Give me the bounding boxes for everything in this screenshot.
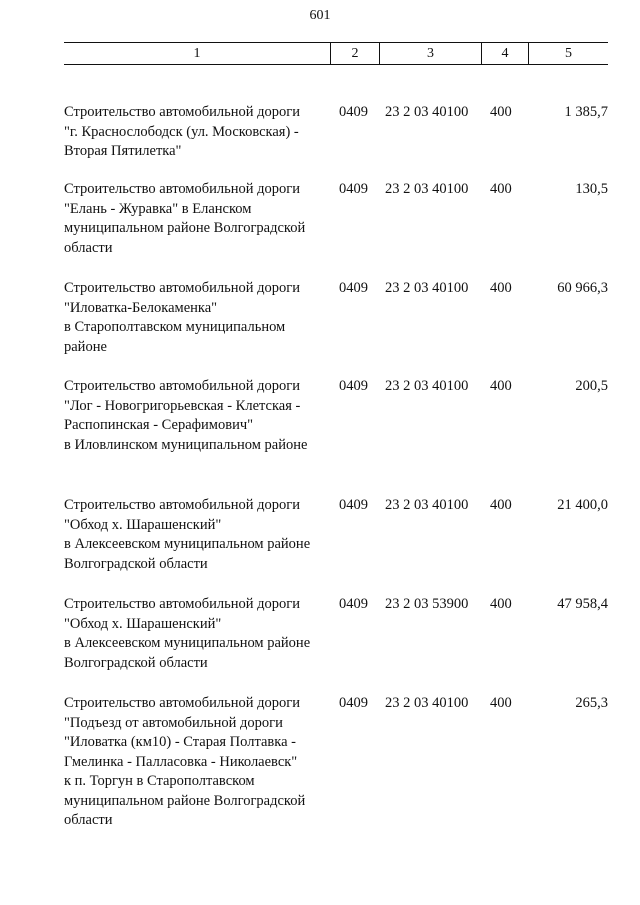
row-amount: 60 966,3 xyxy=(557,280,608,296)
row-description: Строительство автомобильной дороги "г. Краснослободск (ул. Московская) - Вторая Пятилетка" xyxy=(64,104,300,159)
row-description: Строительство автомобильной дороги "Елань - Журавка" в Еланском муниципальном районе Волгоградской области xyxy=(64,181,306,256)
row-target-article: 23 2 03 40100 xyxy=(385,695,469,711)
row-target-article: 23 2 03 40100 xyxy=(385,378,469,394)
row-section-code: 0409 xyxy=(339,497,368,513)
row-description: Строительство автомобильной дороги "Подъезд от автомобильной дороги "Иловатка (км10) - Старая Полтавка - Гмелинка - Палласовка - Николаевск" к п. Торгун в Старополтавском муниципальном районе Волгоградской области xyxy=(64,695,306,828)
header-col-2: 2 xyxy=(330,43,379,64)
row-expense-type: 400 xyxy=(490,596,512,612)
row-target-article: 23 2 03 40100 xyxy=(385,497,469,513)
row-section-code: 0409 xyxy=(339,104,368,120)
row-amount: 265,3 xyxy=(575,695,608,711)
header-col-4: 4 xyxy=(481,43,528,64)
row-description: Строительство автомобильной дороги "Обход х. Шарашенский" в Алексеевском муниципальном районе Волгоградской области xyxy=(64,596,311,671)
row-section-code: 0409 xyxy=(339,280,368,296)
row-expense-type: 400 xyxy=(490,181,512,197)
row-expense-type: 400 xyxy=(490,497,512,513)
row-target-article: 23 2 03 40100 xyxy=(385,280,469,296)
row-description: Строительство автомобильной дороги "Лог - Новогригорьевская - Клетская - Распопинская - Серафимович" в Иловлинском муниципальном районе xyxy=(64,378,308,453)
header-col-1: 1 xyxy=(193,46,201,61)
row-amount: 130,5 xyxy=(575,181,608,197)
row-description: Строительство автомобильной дороги "Обход х. Шарашенский" в Алексеевском муниципальном районе Волгоградской области xyxy=(64,497,311,572)
row-section-code: 0409 xyxy=(339,378,368,394)
row-expense-type: 400 xyxy=(490,695,512,711)
row-target-article: 23 2 03 53900 xyxy=(385,596,469,612)
header-col-5: 5 xyxy=(528,43,608,64)
row-target-article: 23 2 03 40100 xyxy=(385,104,469,120)
row-expense-type: 400 xyxy=(490,378,512,394)
page-number: 601 xyxy=(309,8,331,23)
row-section-code: 0409 xyxy=(339,181,368,197)
row-amount: 21 400,0 xyxy=(557,497,608,513)
row-target-article: 23 2 03 40100 xyxy=(385,181,469,197)
row-description: Строительство автомобильной дороги "Иловатка-Белокаменка" в Старополтавском муниципальном районе xyxy=(64,280,300,355)
row-amount: 1 385,7 xyxy=(564,104,608,120)
row-expense-type: 400 xyxy=(490,280,512,296)
header-col-3: 3 xyxy=(379,43,481,64)
table-header xyxy=(64,42,608,65)
row-section-code: 0409 xyxy=(339,596,368,612)
row-amount: 47 958,4 xyxy=(557,596,608,612)
row-section-code: 0409 xyxy=(339,695,368,711)
row-expense-type: 400 xyxy=(490,104,512,120)
row-amount: 200,5 xyxy=(575,378,608,394)
